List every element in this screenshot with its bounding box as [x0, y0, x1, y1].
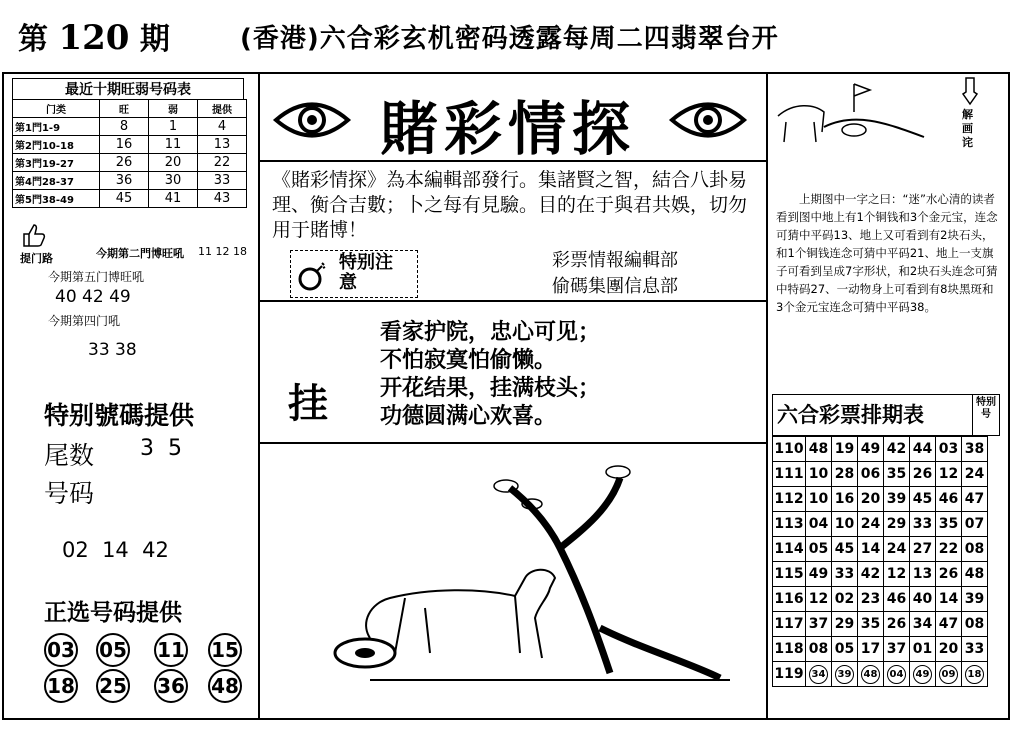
masthead-title: 賭彩情探	[380, 95, 637, 163]
tail-label: 尾数	[44, 441, 95, 470]
dog-tree-illustration	[310, 448, 750, 712]
door5-text: 今期第五门博旺吼	[48, 270, 145, 284]
number-cell	[910, 662, 936, 687]
cow-illustration	[774, 82, 934, 166]
table-row	[773, 537, 988, 562]
number-ball: 25	[96, 669, 130, 703]
number-cell: 20	[858, 487, 884, 512]
issue-cell: 110	[773, 437, 806, 462]
table-cell: 20	[149, 154, 198, 172]
row-label: 第4門28-37	[13, 172, 100, 190]
table-row	[773, 512, 988, 537]
number-ball: 11	[154, 633, 188, 667]
dept1: 彩票情報編輯部	[552, 250, 678, 271]
recent-table-header	[13, 100, 247, 118]
code-label: 号码	[44, 479, 95, 508]
header	[0, 0, 1024, 70]
header-cell: 旺	[100, 100, 149, 118]
poem-divider	[260, 442, 766, 444]
code-nums: 02 14 42	[62, 538, 169, 562]
table-cell: 13	[198, 136, 247, 154]
poem-line: 看家护院，忠心可见；	[380, 319, 601, 345]
table-cell: 30	[149, 172, 198, 190]
number-cell: 34	[910, 612, 936, 637]
selected-title: 正选号码提供	[44, 600, 182, 626]
number-cell: 35	[936, 512, 962, 537]
number-cell: 22	[936, 537, 962, 562]
number-circle: 09	[939, 665, 958, 684]
special-cell: 38	[962, 437, 988, 462]
issue-cell: 114	[773, 537, 806, 562]
number-cell: 46	[936, 487, 962, 512]
recent-table	[12, 99, 247, 208]
number-cell: 47	[936, 612, 962, 637]
special-title: 特别號碼提供	[44, 401, 195, 430]
issue-cell: 113	[773, 512, 806, 537]
number-cell: 35	[884, 462, 910, 487]
table-row	[13, 190, 247, 208]
number-cell	[832, 662, 858, 687]
number-cell	[806, 662, 832, 687]
door4-text: 今期第四门吼	[48, 314, 121, 328]
poem-line: 功德圆满心欢喜。	[380, 403, 557, 429]
number-ball: 18	[44, 669, 78, 703]
number-cell: 26	[884, 612, 910, 637]
number-cell: 08	[806, 637, 832, 662]
number-cell: 05	[832, 637, 858, 662]
special-cell: 47	[962, 487, 988, 512]
poem-line: 开花结果，挂满枝头；	[380, 375, 601, 401]
table-row	[773, 662, 988, 687]
number-cell: 42	[884, 437, 910, 462]
special-cell: 33	[962, 637, 988, 662]
issue-cell: 115	[773, 562, 806, 587]
number-cell: 13	[910, 562, 936, 587]
number-ball: 15	[208, 633, 242, 667]
number-circle: 39	[835, 665, 854, 684]
table-row	[773, 437, 988, 462]
number-cell: 49	[806, 562, 832, 587]
special-cell	[962, 662, 988, 687]
table-row	[773, 487, 988, 512]
number-cell: 48	[806, 437, 832, 462]
number-cell: 29	[832, 612, 858, 637]
number-cell: 27	[910, 537, 936, 562]
number-cell: 06	[858, 462, 884, 487]
dept2: 偷碼集團信息部	[552, 276, 678, 297]
number-cell: 12	[806, 587, 832, 612]
issue-cell: 112	[773, 487, 806, 512]
number-cell: 05	[806, 537, 832, 562]
draw-table-header	[772, 394, 1000, 436]
table-cell: 11	[149, 136, 198, 154]
row-label: 第3門19-27	[13, 154, 100, 172]
special-cell: 39	[962, 587, 988, 612]
tail-nums: 3 5	[140, 436, 182, 461]
number-cell: 33	[832, 562, 858, 587]
number-cell: 16	[832, 487, 858, 512]
special-header: 特别号	[972, 395, 999, 435]
issue-cell: 116	[773, 587, 806, 612]
number-cell: 24	[884, 537, 910, 562]
tip-label: 提门路	[20, 252, 53, 265]
poem	[380, 318, 600, 430]
eye-icon	[272, 95, 352, 149]
number-cell: 35	[858, 612, 884, 637]
bomb-icon	[297, 261, 327, 295]
number-cell: 46	[884, 587, 910, 612]
number-circle: 49	[913, 665, 932, 684]
table-row	[773, 562, 988, 587]
number-ball: 48	[208, 669, 242, 703]
number-cell: 26	[936, 562, 962, 587]
special-cell: 08	[962, 612, 988, 637]
number-cell: 45	[832, 537, 858, 562]
row-label: 第1門1-9	[13, 118, 100, 136]
number-circle: 34	[809, 665, 828, 684]
explain-label: 解画诧	[962, 108, 973, 149]
table-cell: 45	[100, 190, 149, 208]
number-cell: 10	[806, 462, 832, 487]
table-cell: 36	[100, 172, 149, 190]
header-cell: 提供	[198, 100, 247, 118]
number-cell: 49	[858, 437, 884, 462]
number-cell: 12	[936, 462, 962, 487]
number-cell: 33	[910, 512, 936, 537]
intro-text: 《賭彩情探》為本編輯部發行。集諸賢之智，結合八卦易理、衡合吉數；卜之每有見驗。目的在于與君共娛，切勿用于賭博！	[272, 169, 748, 241]
table-cell: 16	[100, 136, 149, 154]
number-cell: 44	[910, 437, 936, 462]
table-row	[13, 118, 247, 136]
draw-table-block	[772, 394, 1000, 687]
number-cell: 14	[858, 537, 884, 562]
table-cell: 43	[198, 190, 247, 208]
thumbs-up-icon	[20, 222, 46, 252]
number-cell: 29	[884, 512, 910, 537]
special-cell: 48	[962, 562, 988, 587]
table-row	[773, 587, 988, 612]
number-cell: 28	[832, 462, 858, 487]
eye-icon	[668, 95, 748, 149]
number-cell: 24	[858, 512, 884, 537]
number-cell: 14	[936, 587, 962, 612]
door5-nums: 40 42 49	[55, 287, 131, 307]
issue-number	[18, 14, 170, 58]
table-row	[13, 172, 247, 190]
table-cell: 41	[149, 190, 198, 208]
table-cell: 33	[198, 172, 247, 190]
table-row	[13, 154, 247, 172]
right-divider	[766, 72, 768, 718]
pointing-hand-icon	[960, 76, 980, 110]
door4-nums: 33 38	[88, 340, 137, 360]
number-cell: 37	[884, 637, 910, 662]
number-cell: 23	[858, 587, 884, 612]
number-cell: 12	[884, 562, 910, 587]
number-cell: 04	[806, 512, 832, 537]
issue-cell: 117	[773, 612, 806, 637]
number-circle: 04	[887, 665, 906, 684]
table-cell: 26	[100, 154, 149, 172]
table-cell: 8	[100, 118, 149, 136]
notice-box	[290, 250, 418, 298]
draw-table	[772, 436, 988, 687]
number-cell	[884, 662, 910, 687]
page-title: (香港)六合彩玄机密码透露每周二四翡翠台开	[240, 24, 779, 54]
number-cell: 02	[832, 587, 858, 612]
issue-suffix: 期	[139, 22, 170, 57]
recent-table-title: 最近十期旺弱号码表	[12, 78, 244, 99]
issue-number-value: 120	[58, 18, 130, 58]
number-cell: 01	[910, 637, 936, 662]
table-row	[773, 462, 988, 487]
issue-cell: 118	[773, 637, 806, 662]
special-cell: 08	[962, 537, 988, 562]
draw-table-title: 六合彩票排期表	[777, 403, 924, 427]
header-cell: 门类	[13, 100, 100, 118]
number-cell	[936, 662, 962, 687]
number-circle: 48	[861, 665, 880, 684]
number-ball: 03	[44, 633, 78, 667]
number-cell: 10	[832, 512, 858, 537]
row-label: 第2門10-18	[13, 136, 100, 154]
poem-line: 不怕寂寞怕偷懒。	[380, 347, 557, 373]
intro-divider	[260, 300, 766, 302]
number-cell: 20	[936, 637, 962, 662]
header-cell: 弱	[149, 100, 198, 118]
number-cell: 26	[910, 462, 936, 487]
number-cell	[858, 662, 884, 687]
explain-text: 上期图中一字之曰：“迷”水心清的读者看到图中地上有1个铜钱和3个金元宝，连念可猜中平码13、地上又可看到有2块石头，和1个铜钱连念可猜中平码21、地上一支旗子可看到呈成7字形状，和2块石头连念可猜中特码27、一动物身上可看到有8块黑斑和3个金元宝连念可猜中平码38。	[776, 192, 998, 314]
number-cell: 45	[910, 487, 936, 512]
table-row	[13, 136, 247, 154]
number-cell: 37	[806, 612, 832, 637]
table-row	[773, 637, 988, 662]
number-ball: 05	[96, 633, 130, 667]
number-cell: 39	[884, 487, 910, 512]
number-cell: 19	[832, 437, 858, 462]
recent-table-block	[12, 78, 247, 208]
left-divider	[258, 72, 260, 718]
door2-nums: 11 12 18	[198, 245, 247, 258]
issue-cell: 119	[773, 662, 806, 687]
number-cell: 03	[936, 437, 962, 462]
number-cell: 40	[910, 587, 936, 612]
number-circle: 18	[965, 665, 984, 684]
gua-character: 挂	[288, 380, 328, 427]
table-row	[773, 612, 988, 637]
table-cell: 4	[198, 118, 247, 136]
notice-label: 特别注意	[339, 252, 393, 293]
special-cell: 24	[962, 462, 988, 487]
number-cell: 17	[858, 637, 884, 662]
issue-cell: 111	[773, 462, 806, 487]
number-cell: 42	[858, 562, 884, 587]
issue-prefix: 第	[18, 22, 48, 57]
table-cell: 1	[149, 118, 198, 136]
number-cell: 10	[806, 487, 832, 512]
row-label: 第5門38-49	[13, 190, 100, 208]
special-cell: 07	[962, 512, 988, 537]
table-cell: 22	[198, 154, 247, 172]
door2-text: 今期第二門博旺吼	[96, 247, 184, 260]
number-ball: 36	[154, 669, 188, 703]
